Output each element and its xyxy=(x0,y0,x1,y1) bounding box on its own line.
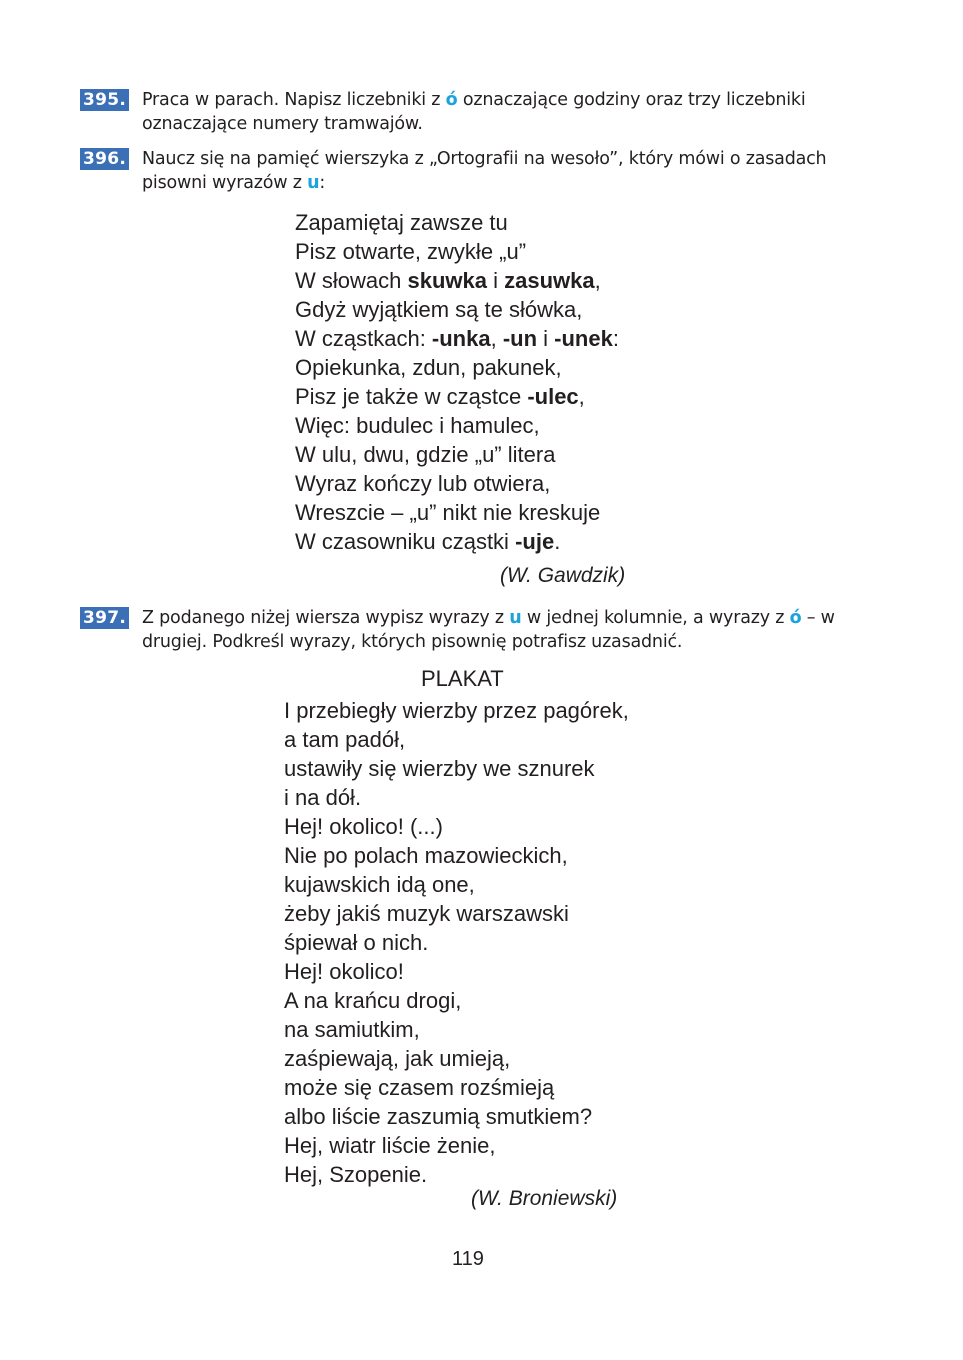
poem-line: Więc: budulec i hamulec, xyxy=(295,413,540,438)
poem-title: PLAKAT xyxy=(421,666,504,691)
poem-line: zaśpiewają, jak umieją, xyxy=(284,1046,511,1071)
poem-line: śpiewał o nich. xyxy=(284,930,429,955)
poem-line: Wreszcie – „u” nikt nie kreskuje xyxy=(295,500,601,525)
poem-line: W czasowniku cząstki -uje. xyxy=(295,529,561,554)
poem-line: I przebiegły wierzby przez pagórek, xyxy=(284,698,629,723)
exercise-395 xyxy=(80,88,880,136)
instruction-text: Naucz się na pamięć wierszyka z „Ortografii na wesoło”, który mówi o zasadach pisowni wyrazów z xyxy=(142,149,827,193)
exercise-instruction xyxy=(142,147,880,195)
poem-line: a tam padół, xyxy=(284,727,406,752)
poem-line: Hej, Szopenie. xyxy=(284,1162,428,1187)
instruction-text: oznaczające godziny oraz trzy liczebniki oznaczające numery tramwajów. xyxy=(142,90,806,134)
poem-line: Hej! okolico! xyxy=(284,959,404,984)
poem-line: Zapamiętaj zawsze tu xyxy=(295,210,508,235)
poem-line: na samiutkim, xyxy=(284,1017,420,1042)
poem-line: A na krańcu drogi, xyxy=(284,988,462,1013)
poem-line: żeby jakiś muzyk warszawski xyxy=(284,901,569,926)
highlighted-letter: u xyxy=(307,173,320,193)
poem-line: W ulu, dwu, gdzie „u” litera xyxy=(295,442,556,467)
poem-author: (W. Gawdzik) xyxy=(500,564,626,587)
instruction-text: – w drugiej. Podkreśl wyrazy, których pisownię potrafisz uzasadnić. xyxy=(142,608,835,652)
poem-line: albo liście zaszumią smutkiem? xyxy=(284,1104,593,1129)
exercise-instruction xyxy=(142,606,880,654)
poem-line: Pisz je także w cząstce -ulec, xyxy=(295,384,585,409)
poem-line: Pisz otwarte, zwykłe „u” xyxy=(295,239,527,264)
instruction-text: Praca w parach. Napisz liczebniki z xyxy=(142,90,446,110)
instruction-text: Z podanego niżej wiersza wypisz wyrazy z xyxy=(142,608,510,628)
highlighted-letter: ó xyxy=(445,90,458,110)
poem-gawdzik xyxy=(295,208,619,556)
poem-line: Wyraz kończy lub otwiera, xyxy=(295,471,551,496)
poem-line: może się czasem rozśmieją xyxy=(284,1075,555,1100)
exercise-number: 396. xyxy=(80,148,129,170)
poem-line: Gdyż wyjątkiem są te słówka, xyxy=(295,297,583,322)
poem-line: Hej! okolico! (...) xyxy=(284,814,443,839)
exercise-number: 397. xyxy=(80,607,129,629)
poem-line: Nie po polach mazowieckich, xyxy=(284,843,568,868)
poem-line: W słowach skuwka i zasuwka, xyxy=(295,268,601,293)
poem-line: Hej, wiatr liście żenie, xyxy=(284,1133,496,1158)
poem-line: Opiekunka, zdun, pakunek, xyxy=(295,355,562,380)
exercise-number: 395. xyxy=(80,89,129,111)
highlighted-letter: u xyxy=(509,608,522,628)
highlighted-letter: ó xyxy=(789,608,802,628)
poem-line: i na dół. xyxy=(284,785,362,810)
poem-line: kujawskich idą one, xyxy=(284,872,475,897)
exercise-397 xyxy=(80,606,880,654)
exercise-instruction xyxy=(142,88,880,136)
instruction-text: : xyxy=(319,173,326,193)
poem-author: (W. Broniewski) xyxy=(471,1187,618,1210)
poem-line: ustawiły się wierzby we sznurek xyxy=(284,756,595,781)
exercise-396 xyxy=(80,147,880,195)
poem-plakat xyxy=(284,696,629,1189)
page-number: 119 xyxy=(452,1248,484,1270)
poem-line: W cząstkach: -unka, -un i -unek: xyxy=(295,326,619,351)
instruction-text: w jednej kolumnie, a wyrazy z xyxy=(521,608,790,628)
